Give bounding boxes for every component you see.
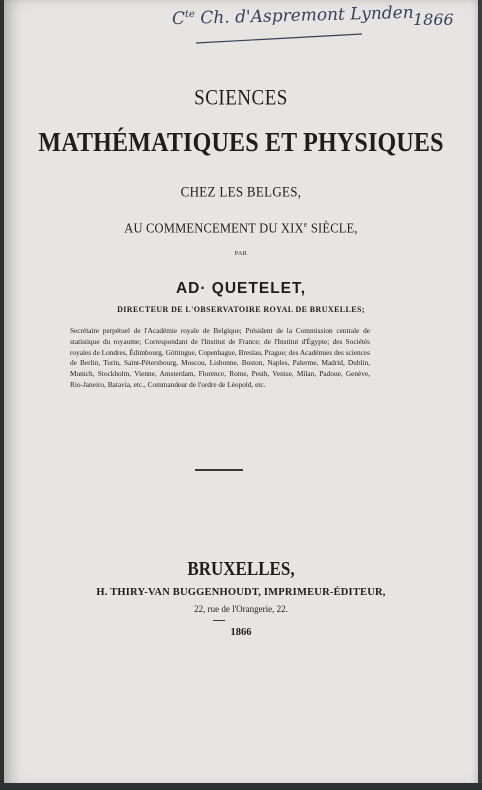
by-label: PAR [234,251,248,257]
author-title: DIRECTEUR DE L'OBSERVATOIRE ROYAL DE BRUXELLES; [117,305,365,314]
author-credentials: Secrétaire perpétuel de l'Académie royale de Belgique; Président de la Commission centrale de statistique du royaume; Correspondant de l'Institut de France; de l'Institut d'Égypte; des Sociétés royales de Londres, Édimbourg, Göttingue, Copenhague, Breslau, Prague; des Académies des sciences de Berlin, Turin, Saint-Pétersbourg, Moscou, Lisbonne, Boston, Naples, Palerme, Madrid, Dublin, Munich, Stockholm, Vienne, Amsterdam, Florence, Rome, Pesth, Venise, Milan, Padoue, Genève, Rio-Janeiro, Batavia, etc., Commandeur de l'ordre de Léopold, etc. [70,326,370,389]
author-name: AD· QUETELET, [175,280,307,297]
handwritten-underline [194,33,364,45]
title-line-subtitle: CHEZ LES BELGES, [180,183,302,200]
divider-rule [195,469,243,471]
handwritten-year: 1866 [413,10,454,29]
imprint-publisher: H. THIRY-VAN BUGGENHOUDT, IMPRIMEUR-ÉDITEUR, [96,587,386,598]
title-line-main: MATHÉMATIQUES ET PHYSIQUES [38,127,444,158]
imprint-city: BRUXELLES, [187,557,295,580]
title-line-sciences: SCIENCES [194,86,288,111]
title-page [4,0,478,786]
imprint-address: 22, rue de l'Orangerie, 22. [194,604,288,614]
imprint-year: 1866 [230,627,252,638]
handwritten-owner-inscription: $C^{te}$ Ch. d'Aspremont Lynden [171,2,414,30]
title-line-period: AU COMMENCEMENT DU XIXe SIÈCLE, [124,219,358,236]
page-bottom-edge [0,783,482,790]
imprint-small-rule [213,620,225,621]
